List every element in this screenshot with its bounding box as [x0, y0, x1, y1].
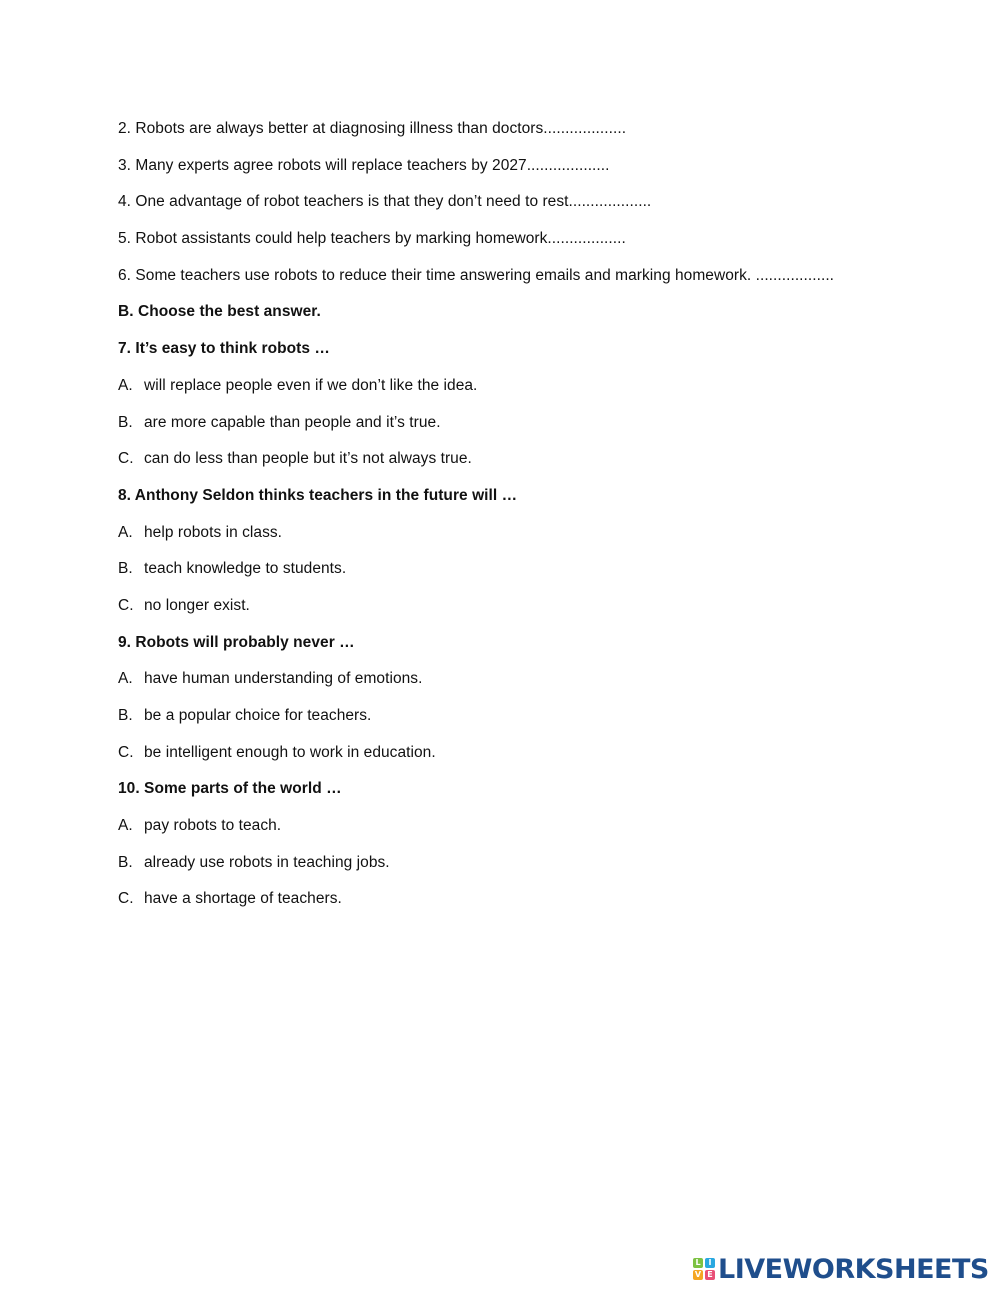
option-letter: A. — [118, 523, 133, 541]
logo-mark-cell: E — [705, 1270, 715, 1280]
option-letter: B. — [118, 853, 133, 871]
option-text: be intelligent enough to work in education. — [144, 743, 436, 761]
question-7: 7. It’s easy to think robots … — [118, 340, 330, 358]
option-text: pay robots to teach. — [144, 817, 282, 835]
statement-4: 4. One advantage of robot teachers is that they don’t need to rest................... — [118, 193, 652, 211]
option-letter: B. — [118, 707, 133, 724]
worksheet-content — [118, 117, 948, 924]
q7-option-c[interactable] — [118, 447, 948, 484]
question-9: 9. Robots will probably never … — [118, 633, 355, 651]
logo-mark-cell: L — [693, 1258, 703, 1268]
q10-option-b[interactable] — [118, 851, 948, 888]
q9-option-c[interactable] — [118, 741, 948, 778]
option-letter: C. — [118, 596, 134, 614]
option-letter: A. — [118, 817, 133, 835]
logo-text: LIVEWORKSHEETS — [718, 1253, 989, 1285]
option-text: be a popular choice for teachers. — [144, 707, 372, 724]
q8-option-a[interactable] — [118, 521, 948, 558]
q10-option-a[interactable] — [118, 814, 948, 851]
option-text: have human understanding of emotions. — [144, 670, 423, 688]
logo-mark-icon — [693, 1258, 715, 1280]
statement-3: 3. Many experts agree robots will replace teachers by 2027................... — [118, 156, 610, 174]
option-text: will replace people even if we don’t like the idea. — [144, 376, 478, 394]
question-8: 8. Anthony Seldon thinks teachers in the future will … — [118, 486, 518, 504]
q7-option-a[interactable] — [118, 374, 948, 411]
statement-5: 5. Robot assistants could help teachers by marking homework.................. — [118, 230, 626, 248]
option-letter: A. — [118, 670, 133, 688]
q7-option-b[interactable] — [118, 411, 948, 448]
option-text: teach knowledge to students. — [144, 560, 347, 578]
option-text: can do less than people but it’s not always true. — [144, 450, 472, 468]
option-text: already use robots in teaching jobs. — [144, 853, 390, 871]
option-text: have a shortage of teachers. — [144, 890, 342, 908]
option-text: help robots in class. — [144, 523, 283, 541]
q10-option-c[interactable] — [118, 887, 948, 924]
option-letter: C. — [118, 890, 134, 908]
section-b-heading: B. Choose the best answer. — [118, 303, 321, 321]
question-10: 10. Some parts of the world … — [118, 780, 342, 798]
q9-option-b[interactable] — [118, 704, 948, 741]
statement-6: 6. Some teachers use robots to reduce their time answering emails and marking homework. .................. — [118, 266, 835, 284]
q9-option-a[interactable] — [118, 667, 948, 704]
option-letter: C. — [118, 450, 134, 468]
logo-mark-cell: I — [705, 1258, 715, 1268]
option-letter: B. — [118, 413, 133, 431]
option-text: no longer exist. — [144, 596, 250, 614]
option-letter: A. — [118, 376, 133, 394]
liveworksheets-logo — [693, 1254, 989, 1284]
statement-2: 2. Robots are always better at diagnosing illness than doctors................... — [118, 120, 627, 137]
option-text: are more capable than people and it’s true. — [144, 413, 441, 431]
option-letter: C. — [118, 743, 134, 761]
logo-mark-cell: V — [694, 1270, 702, 1279]
option-letter: B. — [118, 560, 133, 578]
q8-option-b[interactable] — [118, 557, 948, 594]
q8-option-c[interactable] — [118, 594, 948, 631]
